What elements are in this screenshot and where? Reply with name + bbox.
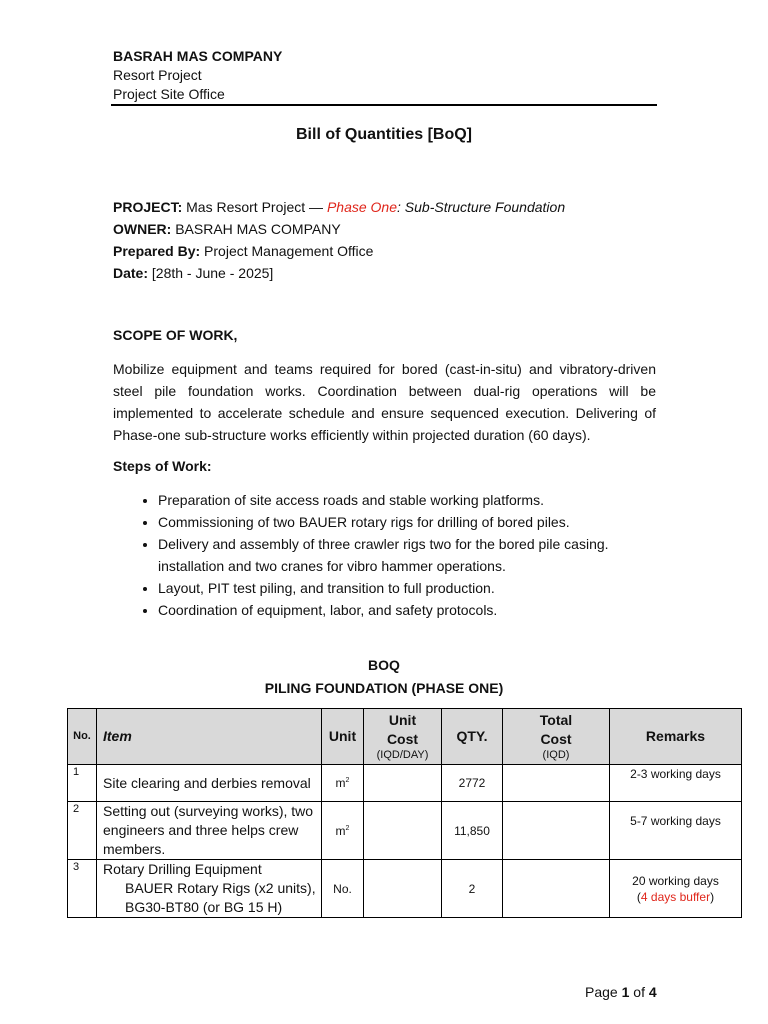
- list-item: • Coordination of equipment, labor, and safety protocols.: [158, 599, 656, 621]
- row-qty: 11,850: [442, 802, 503, 860]
- col-unit-cost: [364, 709, 442, 765]
- row-remarks: 2-3 working days: [610, 765, 742, 802]
- col-qty: QTY.: [442, 709, 503, 765]
- row-total: [503, 802, 610, 860]
- remarks-buffer: 4 days buffer: [640, 889, 711, 904]
- header-divider: [111, 104, 657, 106]
- col-item: Item: [97, 709, 322, 765]
- prepared-label: Prepared By:: [113, 243, 201, 259]
- row-no: 1: [68, 765, 97, 802]
- row-unit: No.: [322, 860, 364, 918]
- page-current: 1: [621, 984, 630, 1000]
- project-value: Mas Resort Project —: [186, 199, 324, 215]
- project-label: PROJECT:: [113, 199, 183, 215]
- steps-list: [113, 489, 656, 621]
- document-meta: [113, 196, 565, 284]
- steps-heading: Steps of Work:: [113, 458, 212, 474]
- prepared-value: Project Management Office: [204, 243, 374, 259]
- table-row: [68, 860, 742, 918]
- owner-label: OWNER:: [113, 221, 172, 237]
- row-item: Site clearing and derbies removal: [97, 765, 322, 802]
- list-item: • Preparation of site access roads and stable working platforms.: [158, 489, 656, 511]
- project-name: Resort Project: [113, 67, 202, 83]
- unit-sup: 2: [345, 824, 350, 832]
- phase-suffix: : Sub-Structure Foundation: [397, 199, 566, 215]
- date-label: Date:: [113, 265, 149, 281]
- row-item-sub: BAUER Rotary Rigs (x2 units), BG30-BT80 (or BG 15 H): [125, 880, 316, 915]
- row-unit-cost: [364, 765, 442, 802]
- unit-sup: 2: [345, 777, 350, 784]
- company-name: BASRAH MAS COMPANY: [113, 48, 283, 64]
- row-total: [503, 765, 610, 802]
- list-item: • Commissioning of two BAUER rotary rigs for drilling of bored piles.: [158, 511, 656, 533]
- row-unit-cost: [364, 802, 442, 860]
- row-total: [503, 860, 610, 918]
- row-unit-cost: [364, 860, 442, 918]
- list-item: • Delivery and assembly of three crawler rigs two for the bored pile casing. installation and two cranes for vibro hammer operations.: [158, 533, 656, 577]
- page-prefix: Page: [585, 984, 618, 1000]
- remarks-open: (: [636, 889, 641, 904]
- document-title: Bill of Quantities [BoQ]: [296, 126, 472, 143]
- col-unit: Unit: [322, 709, 364, 765]
- scope-paragraph: Mobilize equipment and teams required for bored (cast-in-situ) and vibratory-driven steel pile foundation works. Coordination between dual-rig operations will be implemented to accelerate schedule and ensure sequenced execution. Delivering of Phase-one sub-structure works efficiently within projected duration (60 days).: [113, 361, 656, 443]
- meta-date: [113, 262, 565, 284]
- row-remarks: [610, 860, 742, 918]
- row-no: 2: [68, 802, 97, 860]
- table-row: [68, 802, 742, 860]
- list-item: • Layout, PIT test piling, and transition to full production.: [158, 577, 656, 599]
- table-header-row: [68, 709, 742, 765]
- meta-prepared: [113, 240, 565, 262]
- boq-heading: BOQ: [368, 657, 400, 673]
- page-total: 4: [648, 984, 657, 1000]
- office-name: Project Site Office: [113, 86, 225, 102]
- page-number: [585, 984, 657, 1000]
- owner-value: BASRAH MAS COMPANY: [175, 221, 341, 237]
- col-remarks: Remarks: [610, 709, 742, 765]
- meta-project: [113, 196, 565, 218]
- row-unit: [322, 802, 364, 860]
- phase-label: Phase One: [326, 199, 398, 215]
- col-no: No.: [68, 709, 97, 765]
- col-total-cost: [503, 709, 610, 765]
- row-qty: 2: [442, 860, 503, 918]
- page-of: of: [633, 984, 645, 1000]
- row-unit: [322, 765, 364, 802]
- col-total-cost-sub: (IQD): [542, 749, 570, 761]
- col-unit-cost-label: Unit Cost: [386, 712, 419, 747]
- row-no: 3: [68, 860, 97, 918]
- boq-subheading: PILING FOUNDATION (PHASE ONE): [264, 680, 504, 696]
- letterhead: [113, 47, 282, 104]
- row-remarks: 5-7 working days: [610, 802, 742, 860]
- row-qty: 2772: [442, 765, 503, 802]
- col-total-cost-label: Total Cost: [539, 712, 573, 747]
- scope-heading: SCOPE OF WORK,: [113, 327, 238, 343]
- meta-owner: [113, 218, 565, 240]
- col-unit-cost-sub: (IQD/DAY): [376, 749, 429, 761]
- remarks-close: ): [710, 889, 715, 904]
- boq-table: [67, 708, 742, 918]
- boq-heading-block: [0, 654, 768, 700]
- date-value: [28th - June - 2025]: [151, 265, 274, 281]
- remarks-days: 20 working days: [632, 873, 719, 888]
- row-item: [97, 860, 322, 918]
- table-row: [68, 765, 742, 802]
- row-item-title: Rotary Drilling Equipment: [103, 861, 262, 877]
- unit-text: m: [335, 776, 346, 790]
- row-item: Setting out (surveying works), two engineers and three helps crew members.: [97, 802, 322, 860]
- unit-text: m: [335, 823, 346, 838]
